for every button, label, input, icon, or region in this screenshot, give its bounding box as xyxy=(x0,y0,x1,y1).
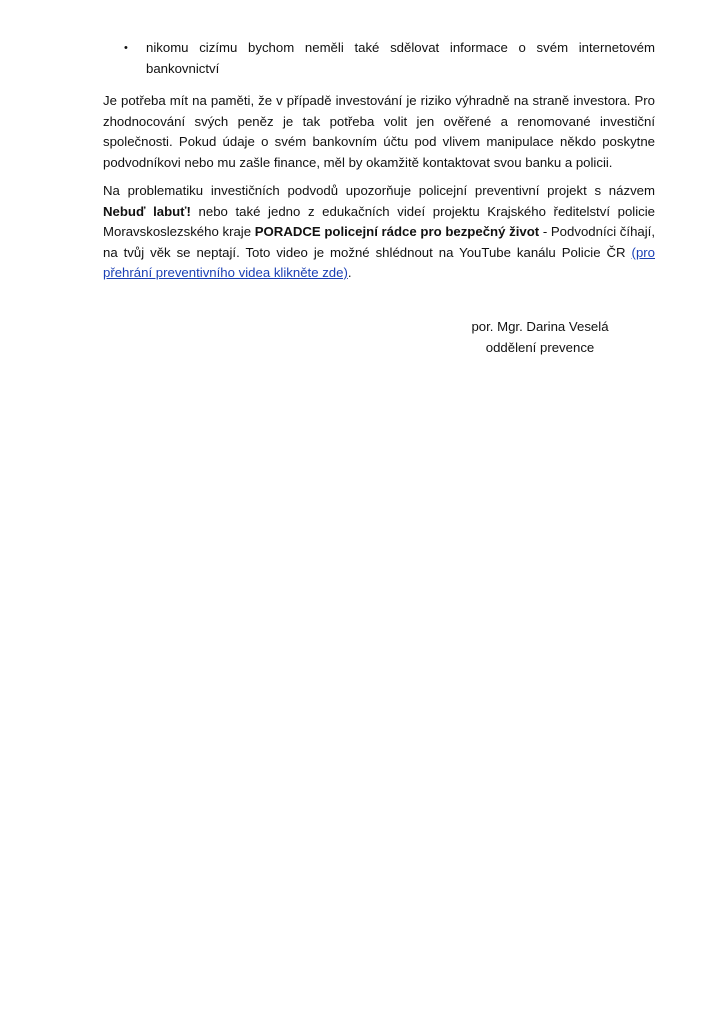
author-department: oddělení prevence xyxy=(485,339,595,355)
paragraph-line xyxy=(103,222,655,243)
bullet-line: nikomu cizímu bychom neměli také sdělovat informace o svém internetovém xyxy=(146,40,655,55)
paragraph-text: Moravskoslezského kraje xyxy=(103,224,255,239)
signature-block xyxy=(440,317,640,358)
paragraph-line xyxy=(103,243,655,264)
author-name: por. Mgr. Darina Veselá xyxy=(471,319,609,334)
paragraph-text: . xyxy=(347,265,352,280)
paragraph-line: zhodnocování svých peněz je tak potřeba volit jen ověřené a renomované investiční xyxy=(103,113,655,129)
video-title-bold: PORADCE policejní rádce pro bezpečný život xyxy=(254,224,540,239)
bullet-text xyxy=(146,38,655,79)
paragraph-text: nebo také jedno z edukačních videí projektu Krajského ředitelství policie xyxy=(190,203,655,219)
bullet-icon: • xyxy=(124,42,128,54)
video-link-part1[interactable]: (pro xyxy=(631,244,655,260)
paragraph-line: Na problematiku investičních podvodů upozorňuje policejní preventivní projekt s názvem xyxy=(103,183,655,198)
paragraph-line: Je potřeba mít na paměti, že v případě investování je riziko výhradně na straně investora. Pro xyxy=(103,93,655,108)
paragraph-text: na tvůj věk se neptají. Toto video je možné shlédnout na YouTube kanálu Policie ČR xyxy=(103,244,632,260)
paragraph-project xyxy=(103,181,655,284)
paragraph-line xyxy=(103,263,655,284)
paragraph-line xyxy=(103,202,655,223)
bullet-line: bankovnictví xyxy=(146,60,220,76)
paragraph-risk xyxy=(103,91,655,173)
paragraph-text: - Podvodníci číhají, xyxy=(539,224,655,239)
video-link-part2[interactable]: přehrání preventivního videa klikněte zde) xyxy=(103,265,348,280)
project-name-bold: Nebuď labuť! xyxy=(103,203,191,219)
paragraph-line: společnosti. Pokud údaje o svém bankovním účtu pod vlivem manipulace někdo poskytne xyxy=(103,134,655,149)
paragraph-line: podvodníkovi nebo mu zašle finance, měl by okamžitě kontaktovat svou banku a policii. xyxy=(103,154,613,170)
